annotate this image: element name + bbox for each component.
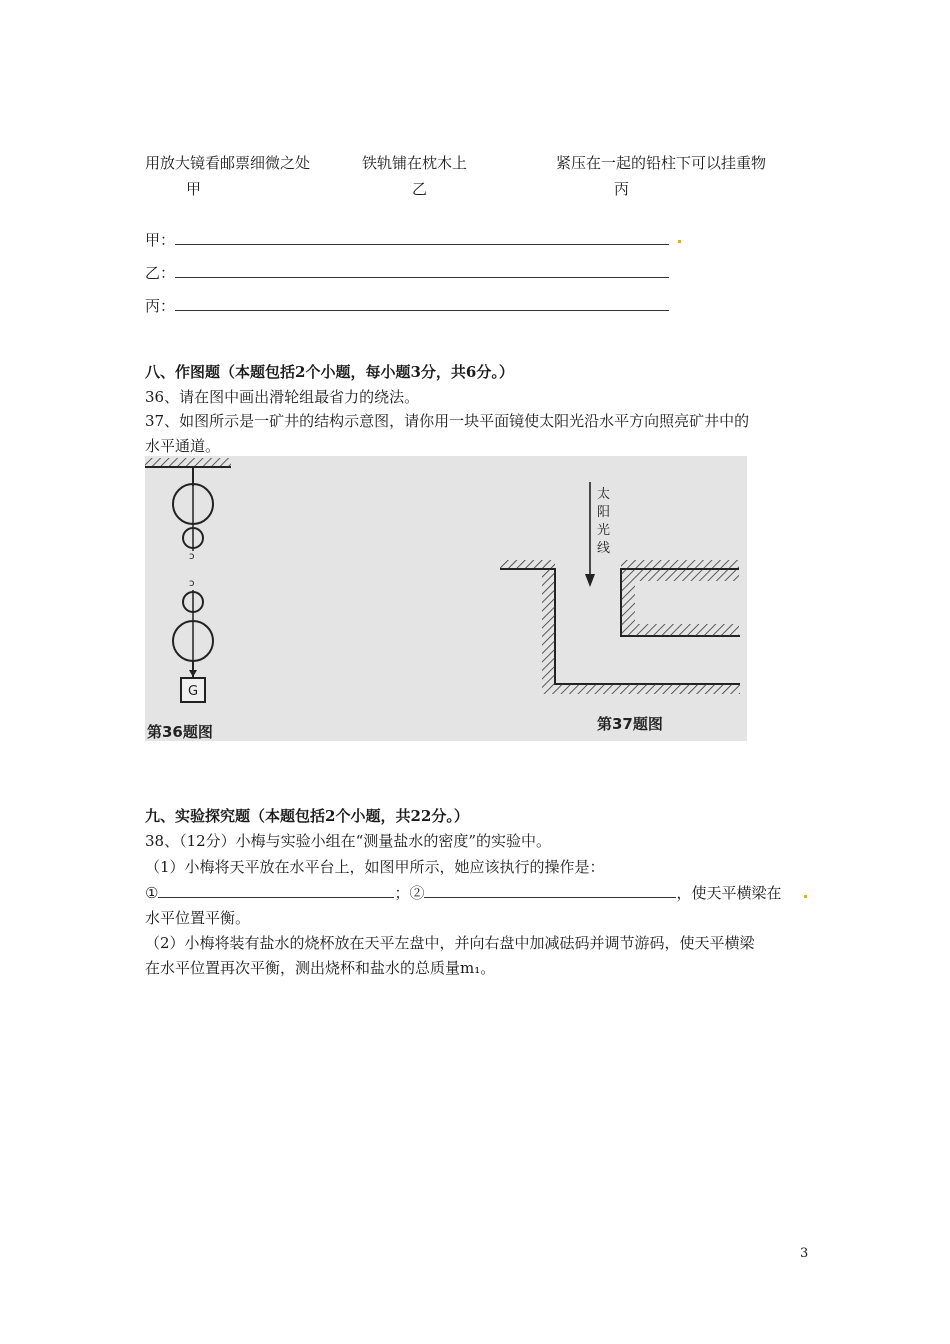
answer-c-row [145, 295, 669, 316]
stray-mark-2 [804, 895, 807, 898]
blank1-field[interactable] [158, 883, 394, 898]
q36-text: 36、请在图中画出滑轮组最省力的绕法。 [145, 388, 420, 406]
q38-part1-cont: 水平位置平衡。 [145, 909, 251, 927]
answer-b-prefix: 乙： [145, 264, 176, 282]
q37-line2: 水平通道。 [145, 437, 221, 455]
q38-part2-line1: （2）小梅将装有盐水的烧杯放在天平左盘中，并向右盘中加减砝码并调节游码，使天平横梁 [145, 934, 755, 952]
q38-intro: 38、（12分）小梅与实验小组在“测量盐水的密度”的实验中。 [145, 832, 552, 850]
caption-a-label: 甲 [186, 180, 202, 198]
figure-panel [145, 456, 747, 741]
mine-diagram [500, 482, 740, 694]
fig36-caption: 第36题图 [147, 723, 213, 741]
answer-a-row [145, 229, 669, 250]
section8-heading: 八、作图题（本题包括2个小题，每小题3分，共6分。） [145, 363, 514, 381]
blank2-marker: ② [409, 884, 425, 902]
q37-line1: 37、如图所示是一矿井的结构示意图，请你用一块平面镜使太阳光沿水平方向照亮矿井中的 [145, 412, 750, 430]
ceiling-hatch [145, 458, 231, 467]
sun-label-1: 太 [597, 487, 611, 502]
q38-blanks-row [145, 882, 782, 903]
blank2-field[interactable] [424, 883, 676, 898]
sun-label-2: 阳 [597, 505, 611, 520]
answer-c-blank[interactable] [175, 296, 669, 311]
answer-b-row [145, 262, 669, 283]
caption-c-label: 丙 [614, 180, 630, 198]
answer-a-prefix: 甲： [145, 231, 176, 249]
blank-separator: ； [394, 884, 410, 902]
answer-a-blank[interactable] [175, 230, 669, 245]
figures-svg [145, 456, 747, 741]
svg-text:ɔ: ɔ [189, 578, 195, 589]
sun-label-4: 线 [597, 541, 611, 556]
section9-heading: 九、实验探究题（本题包括2个小题，共22分。） [145, 807, 469, 825]
blank1-marker: ① [145, 884, 159, 902]
sunlight-arrowhead [585, 574, 595, 587]
caption-c-text: 紧压在一起的铅柱下可以挂重物 [556, 154, 767, 172]
caption-a-text: 用放大镜看邮票细微之处 [145, 154, 311, 172]
answer-b-blank[interactable] [175, 263, 669, 278]
answer-c-prefix: 丙： [145, 297, 176, 315]
caption-b-label: 乙 [412, 180, 428, 198]
q38-part1-tail: ，使天平横梁在 [676, 884, 782, 902]
weight-label: G [187, 684, 199, 699]
q38-part2-line2: 在水平位置再次平衡，测出烧杯和盐水的总质量m₁。 [145, 959, 496, 977]
sun-label-3: 光 [597, 523, 611, 538]
q38-part1: （1）小梅将天平放在水平台上，如图甲所示，她应该执行的操作是： [145, 858, 605, 876]
svg-text:ɔ: ɔ [189, 551, 195, 562]
page-number: 3 [800, 1246, 809, 1261]
caption-b-text: 铁轨铺在枕木上 [362, 154, 468, 172]
pulley-diagram [145, 458, 231, 702]
stray-mark [678, 240, 681, 243]
fig37-caption: 第37题图 [597, 715, 663, 733]
